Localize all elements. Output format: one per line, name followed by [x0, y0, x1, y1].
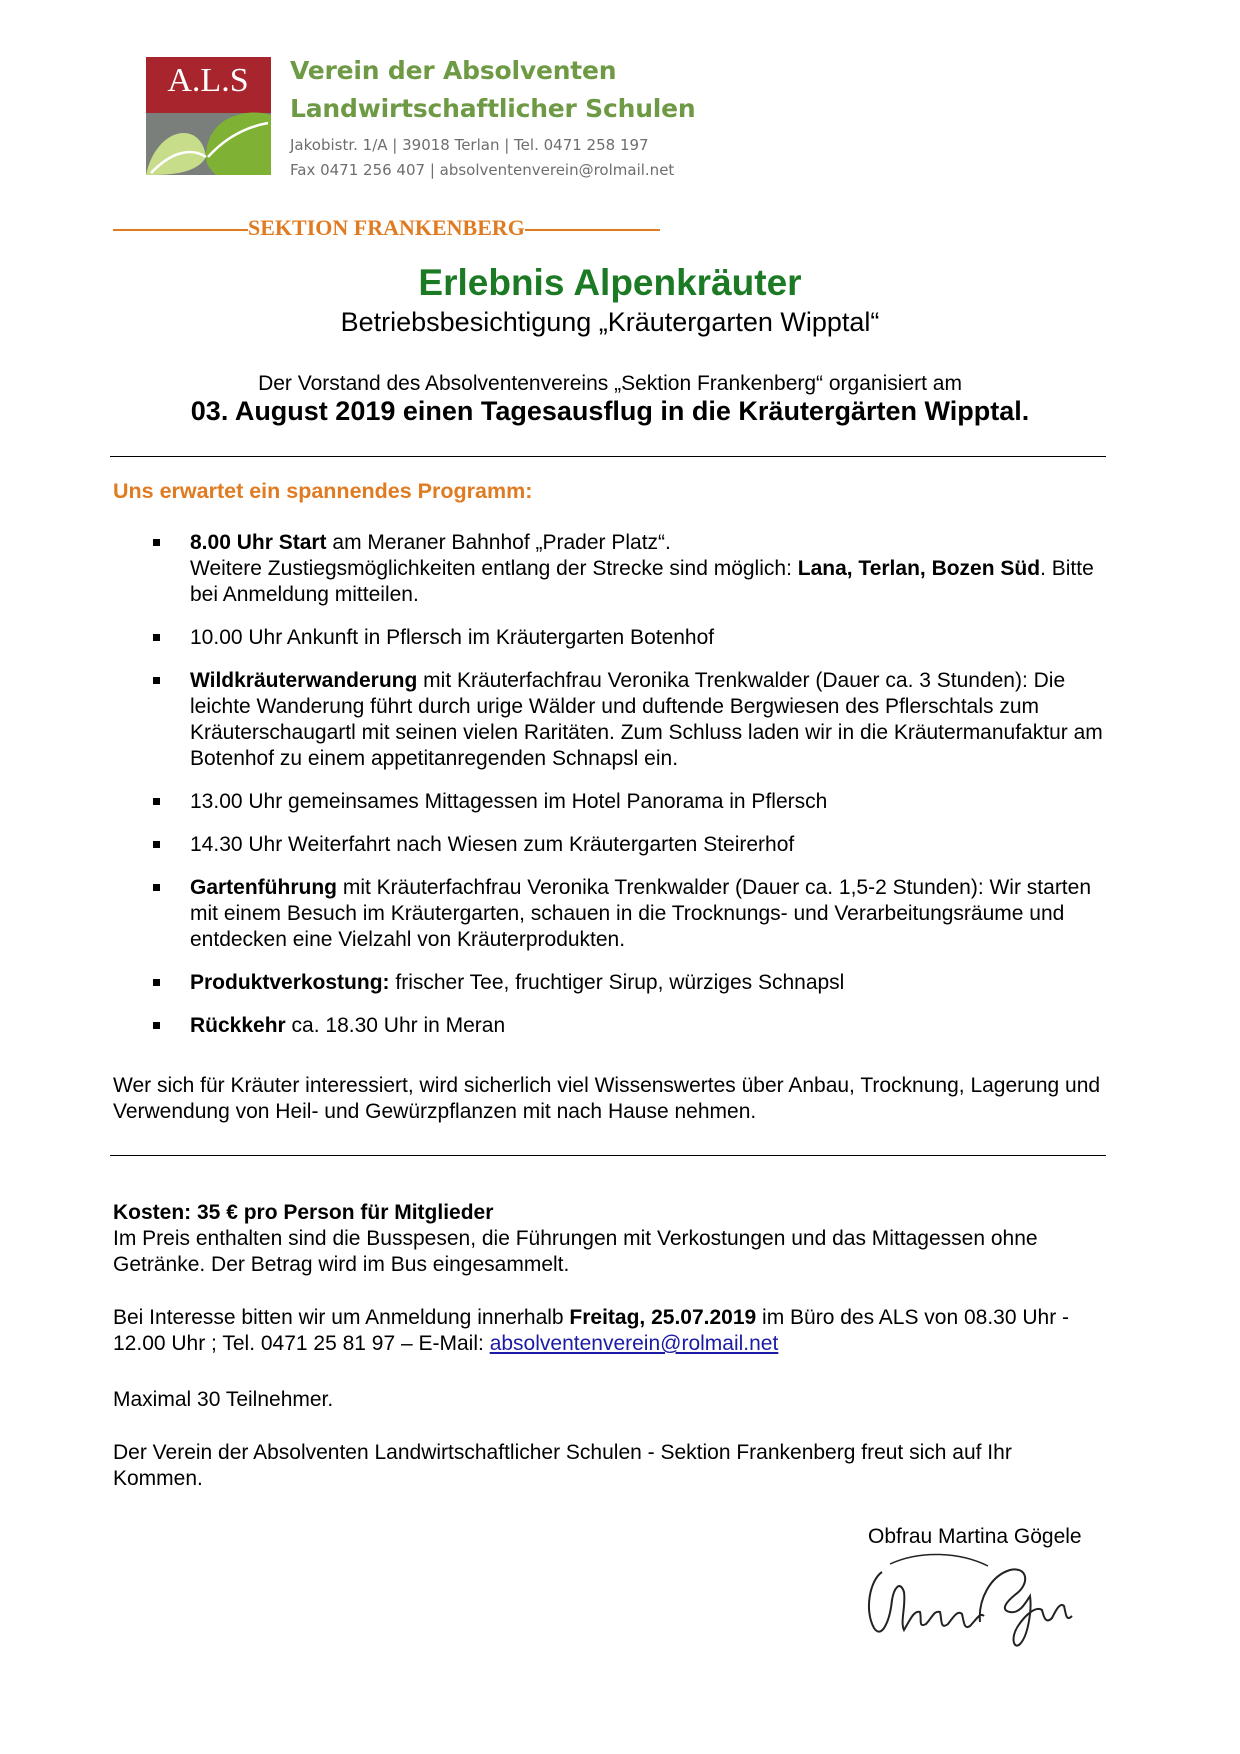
costs-heading: Kosten: 35 € pro Person für Mitglieder — [113, 1201, 494, 1224]
program-item-text: frischer Tee, fruchtiger Sirup, würziges Schnapsl — [389, 971, 845, 994]
org-address — [290, 133, 674, 183]
program-item-text: . Bitte bei Anmeldung mitteilen. — [190, 557, 1094, 606]
program-item — [146, 970, 1106, 996]
farewell-text: Der Verein der Absolventen Landwirtschaftlicher Schulen - Sektion Frankenberg freut sich auf Ihr Kommen. — [113, 1441, 1012, 1490]
costs-block — [113, 1200, 1103, 1278]
program-item — [146, 832, 1106, 858]
max-participants: Maximal 30 Teilnehmer. — [113, 1388, 334, 1411]
costs-text: Im Preis enthalten sind die Busspesen, die Führungen mit Verkostungen und das Mittagessen ohne Getränke. Der Betrag wird im Bus eingesammelt. — [113, 1227, 1038, 1276]
logo-text: A.L.S — [167, 62, 249, 99]
program-item-text: 14.30 Uhr Weiterfahrt nach Wiesen zum Kräutergarten Steirerhof — [190, 833, 795, 856]
registration-deadline: Freitag, 25.07.2019 — [569, 1306, 757, 1329]
address-line1: Jakobistr. 1/A | 39018 Terlan | Tel. 0471 258 197 — [290, 136, 649, 154]
address-line2: Fax 0471 256 407 | absolventenverein@rolmail.net — [290, 161, 675, 179]
program-heading: Uns erwartet ein spannendes Programm: — [113, 479, 533, 503]
program-item-text: am Meraner Bahnhof „Prader Platz“. — [326, 531, 671, 554]
section-label: SEKTION FRANKENBERG — [248, 215, 525, 240]
closing-info: Wer sich für Kräuter interessiert, wird sicherlich viel Wissenswertes über Anbau, Trocknung, Lagerung und Verwendung von Heil- und Gewürzpflanzen mit nach Hause nehmen. — [113, 1074, 1101, 1123]
program-item — [146, 789, 1106, 815]
registration-block — [113, 1305, 1103, 1357]
registration-text: im Büro des ALS von 08.30 Uhr - 12.00 Uhr ; Tel. 0471 25 81 97 – E-Mail: — [113, 1306, 1070, 1355]
program-item-text: mit Kräuterfachfrau Veronika Trenkwalder (Dauer ca. 1,5-2 Stunden): Wir starten mit einem Besuch im Kräutergarten, schauen in die Trocknungs- und Verarbeitungsräume und entdecken eine Vielzahl von Kräuterprodukten. — [190, 876, 1092, 951]
registration-text: Bei Interesse bitten wir um Anmeldung innerhalb — [113, 1306, 570, 1329]
signer-name: Obfrau Martina Gögele — [868, 1525, 1082, 1548]
program-item-bold: 8.00 Uhr Start — [190, 531, 327, 554]
divider-bottom — [110, 1155, 1106, 1156]
program-item-text: mit Kräuterfachfrau Veronika Trenkwalder (Dauer ca. 3 Stunden): Die leichte Wanderung führt durch urige Wälder und duftende Bergwiesen des Pflerschtals zum Kräuterschaugartl mit seinen vielen Raritäten. Zum Schluss laden wir in die Kräutermanufaktur am Botenhof zu einem appetitanregenden Schnapsl ein. — [190, 669, 1103, 770]
org-name-line1: Verein der Absolventen — [290, 56, 617, 85]
program-list — [146, 530, 1106, 1056]
org-name — [290, 52, 696, 128]
program-item-bold: Rückkehr — [190, 1014, 286, 1037]
program-item-bold: Wildkräuterwanderung — [190, 669, 418, 692]
program-item-text: 13.00 Uhr gemeinsames Mittagessen im Hotel Panorama in Pflersch — [190, 790, 828, 813]
program-item-bold: Produktverkostung: — [190, 971, 390, 994]
program-item — [146, 668, 1106, 772]
program-item — [146, 1013, 1106, 1039]
intro-text: Der Vorstand des Absolventenvereins „Sektion Frankenberg“ organisiert am — [258, 372, 962, 395]
als-logo — [146, 57, 271, 175]
section-line-right — [525, 229, 660, 231]
program-item — [146, 875, 1106, 953]
program-item-text: ca. 18.30 Uhr in Meran — [285, 1014, 506, 1037]
program-item-bold: Gartenführung — [190, 876, 337, 899]
program-item — [146, 530, 1106, 608]
section-heading — [113, 215, 660, 241]
program-item-text: 10.00 Uhr Ankunft in Pflersch im Kräutergarten Botenhof — [190, 626, 715, 649]
page-subtitle: Betriebsbesichtigung „Kräutergarten Wipptal“ — [340, 307, 880, 337]
divider-top — [110, 456, 1106, 457]
page-title: Erlebnis Alpenkräuter — [418, 262, 802, 303]
program-item — [146, 625, 1106, 651]
org-name-line2: Landwirtschaftlicher Schulen — [290, 94, 696, 123]
email-link[interactable]: absolventenverein@rolmail.net — [489, 1332, 779, 1355]
section-line-left — [113, 229, 248, 231]
event-date-line: 03. August 2019 einen Tagesausflug in die Kräutergärten Wipptal. — [190, 396, 1030, 426]
program-item-text: Weitere Zustiegsmöglichkeiten entlang der Strecke sind möglich: — [190, 557, 798, 580]
signature — [860, 1540, 1090, 1655]
program-item-bold: Lana, Terlan, Bozen Süd — [797, 557, 1041, 580]
